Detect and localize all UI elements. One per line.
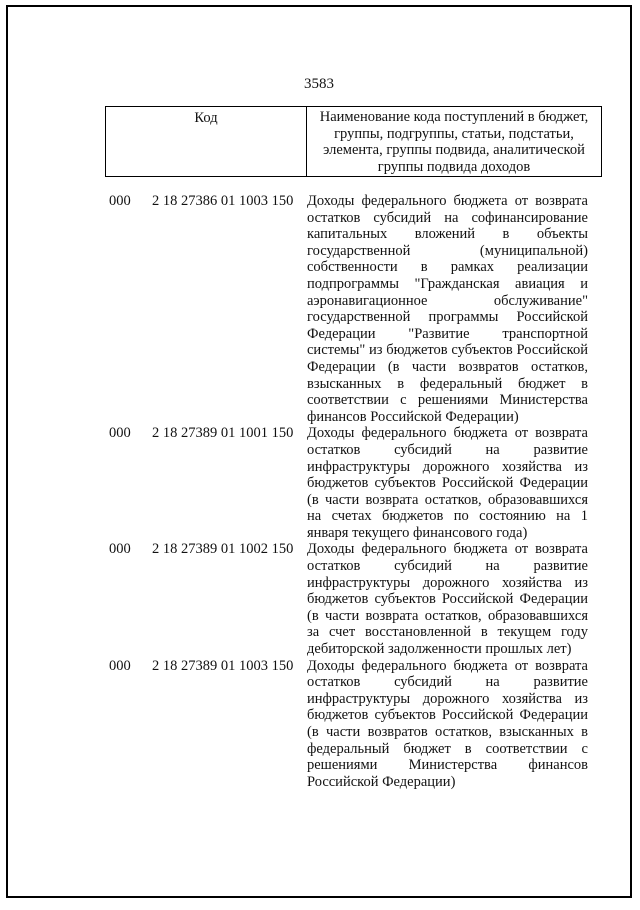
header-name-column: Наименование кода поступлений в бюджет, группы, подгруппы, статьи, подстатьи, элемента, группы подвида, аналитической группы подвида доходов bbox=[319, 109, 589, 175]
row-description: Доходы федерального бюджета от возврата остатков субсидий на развитие инфраструктуры дорожного хозяйства из бюджетов субъектов Российской Федерации (в части возвратов остатков, взысканных в федеральный бюджет в соответствии с решениями Министерства финансов Российской Федерации) bbox=[307, 657, 588, 790]
row-budget-code: 2 18 27386 01 1003 150 bbox=[152, 193, 294, 209]
table-row bbox=[8, 658, 630, 791]
table-row bbox=[8, 425, 630, 541]
row-description: Доходы федерального бюджета от возврата остатков субсидий на развитие инфраструктуры дорожного хозяйства из бюджетов субъектов Российской Федерации (в части возврата остатков, образовавшихся на счетах бюджетов по состоянию на 1 января текущего финансового года) bbox=[307, 425, 588, 541]
row-description: Доходы федерального бюджета от возврата остатков субсидий на развитие инфраструктуры дорожного хозяйства из бюджетов субъектов Российской Федерации (в части возврата остатков, образовавшихся за счет восстановленной в текущем году дебиторской задолженности прошлых лет) bbox=[307, 541, 588, 658]
page-number: 3583 bbox=[304, 76, 334, 92]
table-body bbox=[8, 193, 630, 790]
row-budget-code: 2 18 27389 01 1001 150 bbox=[152, 425, 294, 442]
row-description: Доходы федерального бюджета от возврата остатков субсидий на софинансирование капитальных вложений в объекты государственной (муниципальной) собственности в рамках реализации подпрограммы "Гражданская авиация и аэронавигационное обслуживание" государственной программы Российской Федерации "Развитие транспортной системы" из бюджетов субъектов Российской Федерации (в части возвратов остатков, взысканных в федеральный бюджет в соответствии с решениями Министерства финансов Российской Федерации) bbox=[307, 193, 588, 425]
table-row bbox=[8, 193, 630, 425]
row-budget-code: 2 18 27389 01 1003 150 bbox=[152, 657, 294, 674]
row-budget-code: 2 18 27389 01 1002 150 bbox=[152, 541, 294, 558]
row-admin-code: 000 bbox=[109, 425, 131, 442]
document-page bbox=[6, 5, 632, 898]
table-header bbox=[105, 106, 602, 177]
table-row bbox=[8, 541, 630, 657]
header-code-column: Код bbox=[106, 107, 307, 176]
row-admin-code: 000 bbox=[109, 541, 131, 558]
row-admin-code: 000 bbox=[109, 657, 131, 674]
row-admin-code: 000 bbox=[109, 193, 131, 209]
